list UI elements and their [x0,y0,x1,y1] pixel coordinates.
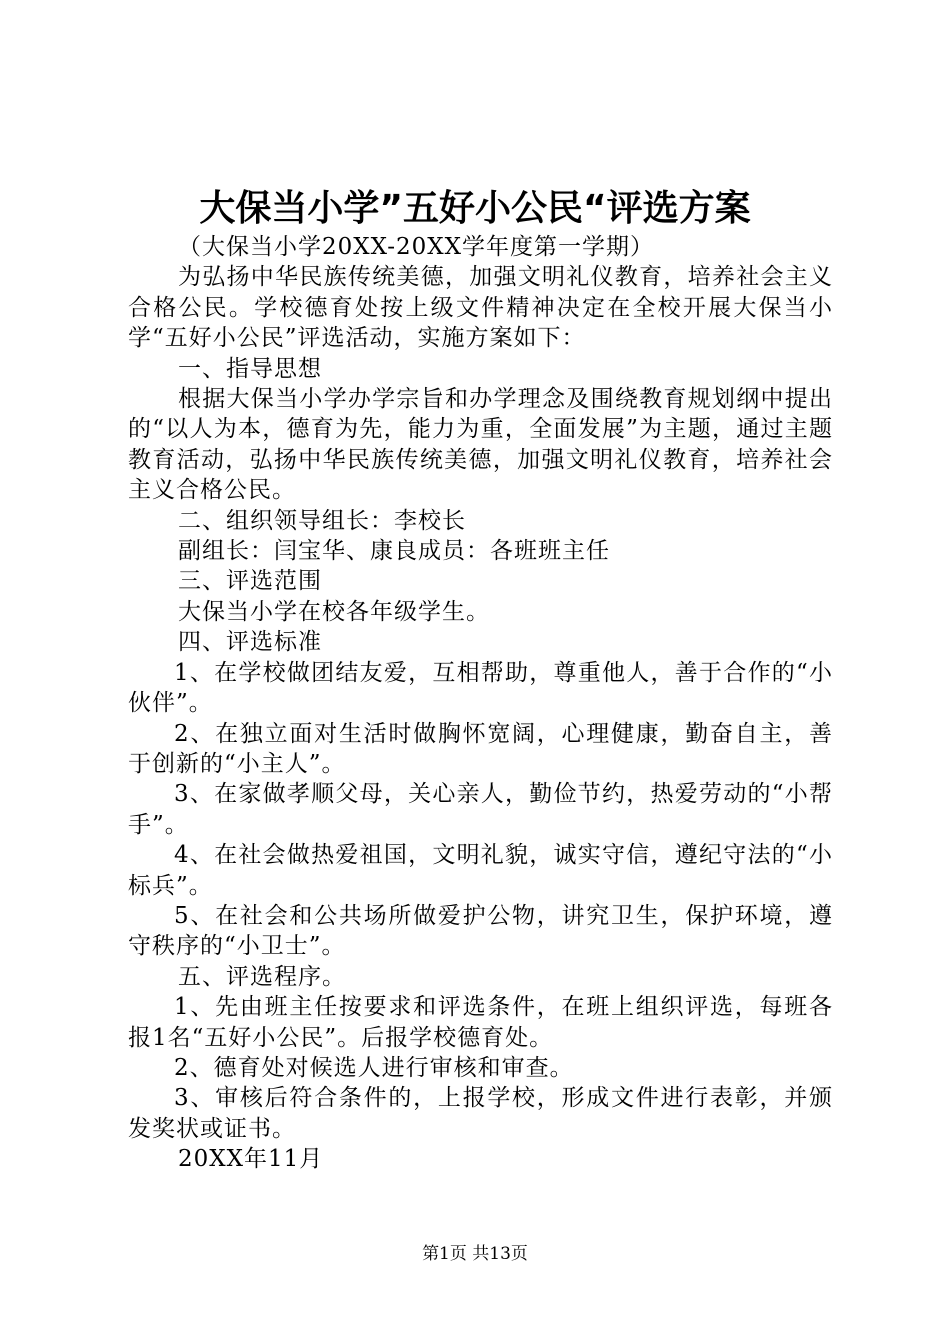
paragraph-scope: 大保当小学在校各年级学生。 [178,598,490,625]
section-heading-4: 四、评选标准 [178,629,322,656]
list-item-standard-5: 5、在社会和公共场所做爱护公物，讲究卫生，保护环境，遵守秩序的“小卫士”。 [128,902,833,960]
list-item-procedure-3: 3、审核后符合条件的，上报学校，形成文件进行表彰，并颁发奖状或证书。 [128,1085,833,1142]
list-item-standard-4: 4、在社会做热爱祖国，文明礼貌，诚实守信，遵纪守法的“小标兵”。 [128,842,833,899]
section-heading-1: 一、指导思想 [178,355,322,382]
document-body [128,232,833,1175]
paragraph-intro: 为弘扬中华民族传统美德，加强文明礼仪教育，培养社会主义合格公民。学校德育处按上级文件精神决定在全校开展大保当小学“五好小公民”评选活动，实施方案如下： [128,264,833,352]
list-item-procedure-1: 1、先由班主任按要求和评选条件，在班上组织评选，每班各报1名“五好小公民”。后报学校德育处。 [128,994,833,1051]
list-item-standard-1: 1、在学校做团结友爱，互相帮助，尊重他人，善于合作的“小伙伴”。 [128,659,833,717]
paragraph-guiding-thought: 根据大保当小学办学宗旨和办学理念及围绕教育规划纲中提出的“以人为本，德育为先，能力为重，全面发展”为主题，通过主题教育活动，弘扬中华民族传统美德，加强文明礼仪教育，培养社会主义合格公民。 [128,386,833,504]
paragraph-deputy-leaders: 副组长：闫宝华、康良成员：各班班主任 [178,538,610,565]
list-item-procedure-2: 2、德育处对候选人进行审核和审查。 [174,1054,574,1081]
section-heading-2: 二、组织领导组长：李校长 [178,507,466,534]
paragraph-subtitle: （大保当小学20XX-20XX学年度第一学期） [178,234,654,260]
document-date: 20XX年11月 [178,1146,324,1173]
document-title: 大保当小学”五好小公民“评选方案 [199,188,751,229]
section-heading-5: 五、评选程序。 [178,963,346,990]
page-number-footer: 第1页 共13页 [422,1244,528,1264]
list-item-standard-2: 2、在独立面对生活时做胸怀宽阔，心理健康，勤奋自主，善于创新的“小主人”。 [128,720,833,777]
section-heading-3: 三、评选范围 [178,568,322,595]
list-item-standard-3: 3、在家做孝顺父母，关心亲人，勤俭节约，热爱劳动的“小帮手”。 [128,781,833,838]
